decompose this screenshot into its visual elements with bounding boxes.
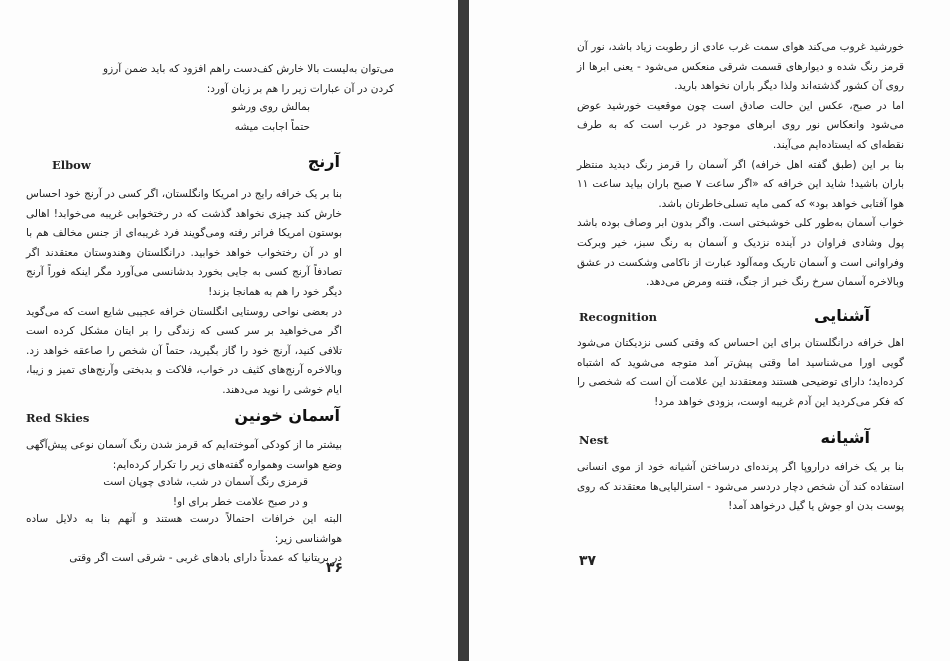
elbow-paragraph-2: در بعضی نواحی روستایی انگلستان خرافه عجیبی شایع است که می‌گوید اگر می‌خواهید بر سر کسی که زندگی را بر ایتان مشکل کرده است تلافی کنید، آرنج خود را گاز بگیرید، حتماً آن شخص را صاعقه خواهد زد. وبالاخره آرنج‌های کثیف در خواب، فلاکت و بدبختی وآرنج‌های تمیز و زیبا، ایام خوشی را نوید می‌دهند. — [26, 305, 342, 396]
section-title-elbow-en: Elbow — [52, 158, 91, 172]
elbow-paragraph-1: بنا بر یک خرافه رایج در امریکا وانگلستان، اگر کسی در آرنج خود احساس خارش کند چیزی نخواهد گذشت که در رختخوابی غریبه می‌خوابد! اهالی بوستون امریکا فراتر رفته ومی‌گویند فرد غریبه‌ای از جنس مخالف هم با او در آن رختخواب خواهد خوابید. درانگلستان وهندوستان معتقدند اگر تصادفاً آرنج کسی به جایی بخورد بدشانسی می‌آورد مگر اینکه فوراً آرنج دیگر خود را هم به همانجا بزند! — [26, 188, 342, 298]
section-title-red-skies-fa: آسمان خونین — [234, 406, 340, 425]
section-title-nest-en: Nest — [579, 433, 609, 447]
intro-line-1: می‌توان به‌لیست بالا خارش کف‌دست راهم افزود که باید ضمن آرزو — [103, 63, 394, 75]
right-paragraph-1: خورشید غروب می‌کند هوای سمت غرب عادی از رطوبت زیاد باشد، نور آن قرمز رنگ شده و دیوارهای قسمت شرقی منعکس می‌شود - یعنی ابرها از روی آن کشور گذشته‌اند ولذا دیگر باران نخواهد بارید. — [577, 41, 904, 93]
right-paragraph-4: خواب آسمان به‌طور کلی خوشبختی است. واگر بدون ابر وصاف بوده باشد پول وشادی فراوان در آینده نزدیک و آسمان به رنگ سبز، خیر وبرکت وفراوانی است و آسمان تاریک ومه‌آلود عبارت از ناکامی وشکست در عشق وبالاخره آسمان سرخ رنگ خبر از جنگ، فتنه ومرض می‌دهد. — [577, 217, 904, 289]
section-title-elbow-fa: آرنج — [307, 152, 340, 171]
recognition-body — [577, 334, 904, 412]
page-number-left: ۳۶ — [326, 560, 344, 576]
section-title-nest-fa: آشیانه — [820, 428, 870, 447]
red-skies-intro — [26, 436, 342, 475]
intro-line-2: کردن در آن عبارات زیر را هم بر زبان آورد: — [206, 82, 394, 95]
red-skies-paragraph-1: بیشتر ما از کودکی آموخته‌ایم که قرمز شدن رنگ آسمان نوعی پیش‌آگهی وضع هواست وهمواره گفته‌های زیر را تکرار کرده‌ایم: — [26, 439, 342, 471]
nest-paragraph-1: بنا بر یک خرافه دراروپا اگر پرنده‌ای درساختن آشیانه خود از موی انسانی استفاده کند آن شخص دچار دردسر می‌شود - استرالیایی‌ها معتقدند که روی پوست بدن او جوش یا گیل درخواهد آمد! — [577, 461, 904, 513]
section-title-recognition-fa: آشنایی — [814, 306, 870, 325]
elbow-body — [26, 185, 342, 401]
intro-text — [44, 60, 394, 99]
red-skies-paragraph-3: در بریتانیا که عمدتاً دارای بادهای غربی - شرقی است اگر وقتی — [69, 552, 342, 565]
red-skies-verse — [88, 472, 308, 512]
section-title-recognition-en: Recognition — [579, 310, 658, 324]
nest-body — [577, 458, 904, 517]
red-skies-paragraph-2: البته این خرافات احتمالاً درست هستند و آنهم بنا به دلایل ساده هواشناسی زیر: — [26, 513, 342, 545]
right-paragraph-2: اما در صبح، عکس این حالت صادق است چون موقعیت خورشید عوض می‌شود وانعکاس نور روی ابرهای موجود در غرب است که به طرف نقطه‌ای که ایستاده‌ایم می‌آیند. — [577, 99, 904, 151]
section-title-red-skies-en: Red Skies — [26, 411, 90, 425]
intro-verse-1: بمالش روی ورشو — [231, 101, 310, 113]
right-top-body — [577, 38, 904, 293]
book-spine — [458, 0, 469, 661]
recognition-paragraph-1: اهل خرافه درانگلستان برای این احساس که وقتی کسی نزدیکتان می‌شود گویی اورا می‌شناسید اما وقتی پیش‌تر آمد متوجه می‌شوید که اشتباه کرده‌اید؛ دارای توضیحی هستند ومعتقدند این علامت آن است که شخصی را که فکر می‌کردید این آدم غریبه اوست، بزودی خواهد مرد! — [577, 337, 904, 408]
intro-verse-2: حتماً اجابت میشه — [234, 121, 310, 133]
red-skies-verse-1: قرمزی رنگ آسمان در شب، شادی چوپان است — [103, 476, 308, 488]
red-skies-body — [26, 510, 342, 569]
red-skies-verse-2: و در صبح علامت خطر برای او! — [172, 496, 308, 508]
intro-verse — [160, 97, 310, 137]
page-number-right: ۳۷ — [579, 553, 597, 569]
right-page — [469, 0, 950, 661]
right-paragraph-3: بنا بر این (طبق گفته اهل خرافه) اگر آسمان را قرمز رنگ دیدید منتظر باران باشید! شاید این خرافه که «اگر ساعت ۷ صبح باران بیاید ساعت ۱۱ هوا آفتابی خواهد بود» که کمی مایه تسلی‌خاطرتان باشد. — [577, 158, 905, 210]
left-page — [0, 0, 458, 661]
